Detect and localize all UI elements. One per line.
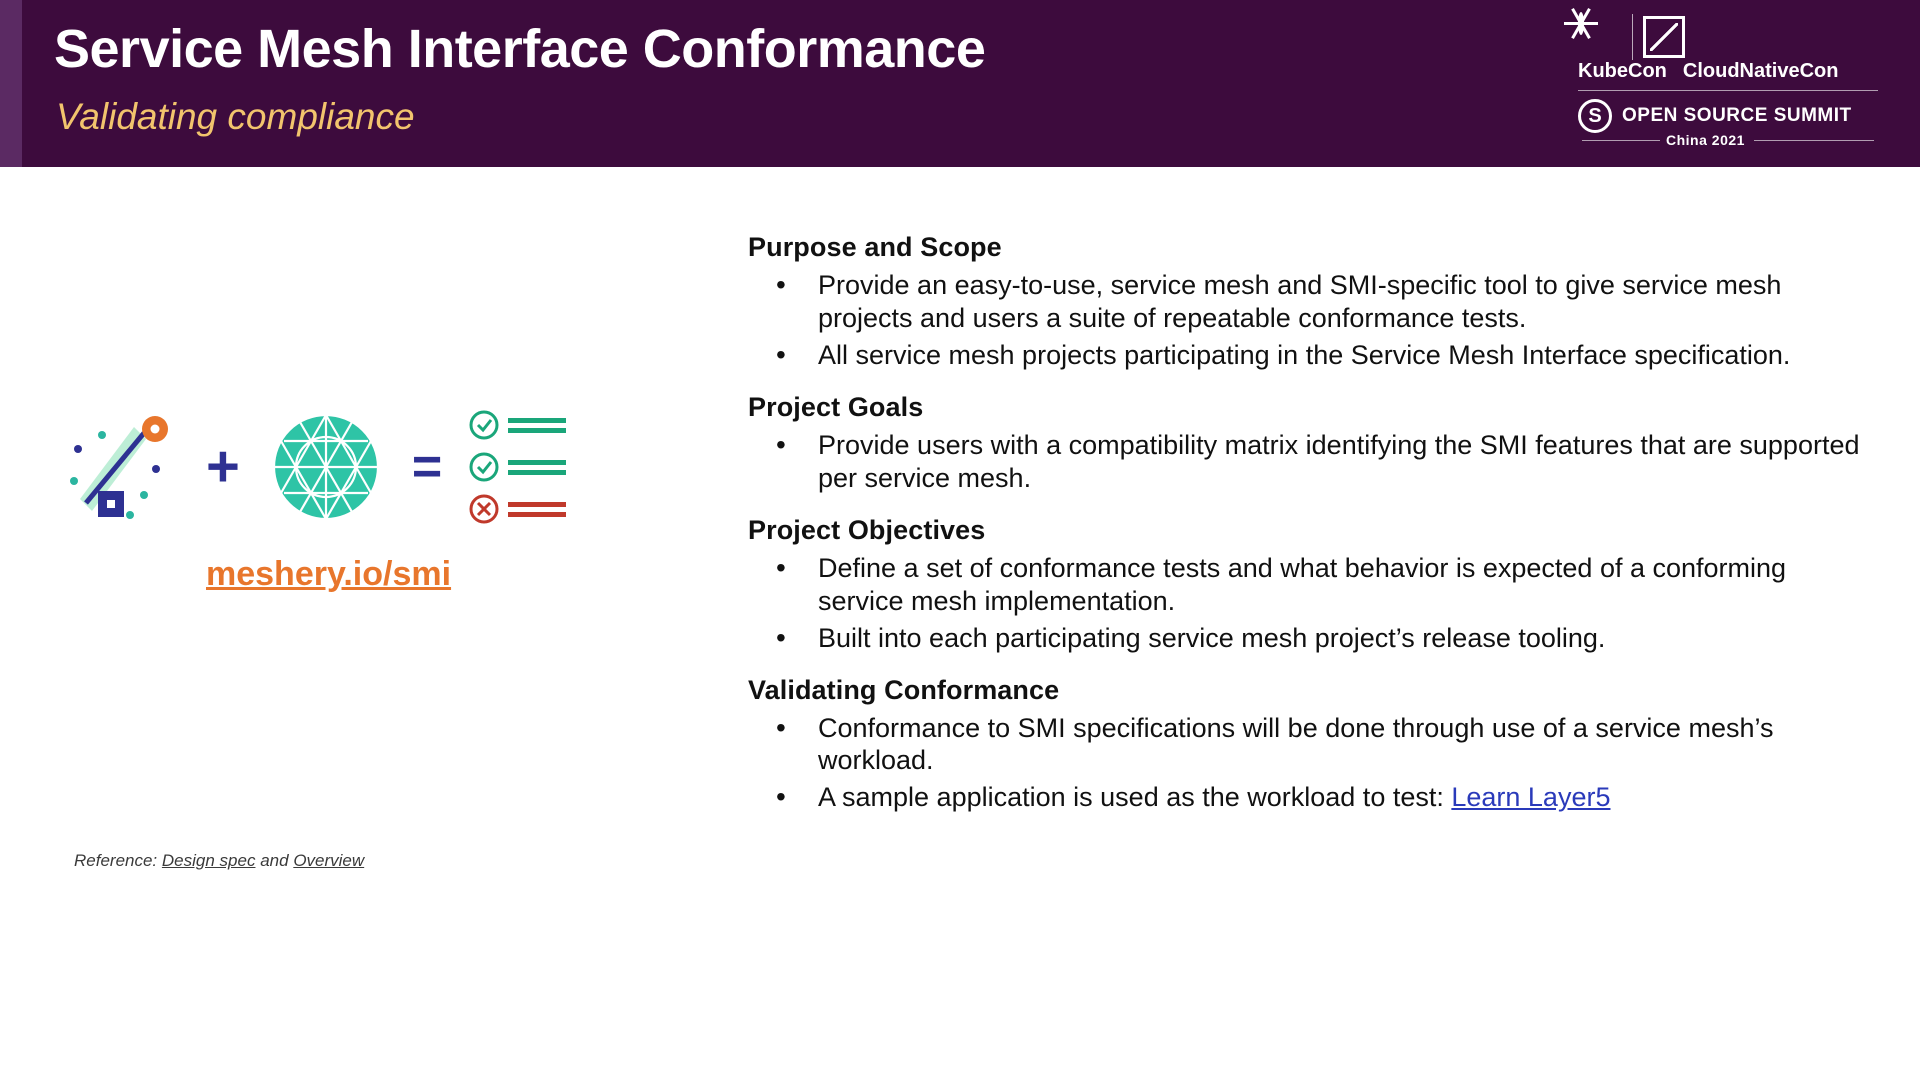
section-heading: Validating Conformance: [748, 674, 1060, 705]
kubecon-helm-icon: [1578, 15, 1622, 59]
open-source-summit-label: OPEN SOURCE SUMMIT: [1622, 105, 1852, 126]
reference-footnote: [74, 851, 364, 871]
design-spec-link[interactable]: Design spec: [161, 851, 256, 870]
equation-graphic: [60, 397, 680, 537]
reference-label: Reference:: [74, 851, 158, 870]
section-project-goals: [748, 392, 1878, 495]
bullet-list: [748, 269, 1878, 372]
header-accent-bar: [0, 0, 22, 167]
overview-link[interactable]: Overview: [293, 851, 365, 870]
event-year-label: China 2021: [1666, 132, 1745, 148]
list-item: • Built into each participating service mesh project’s release tooling.: [748, 622, 1878, 655]
kubecon-label: KubeCon: [1578, 60, 1667, 82]
meshery-logo-icon: [60, 407, 180, 527]
reference-conjunction: and: [260, 851, 289, 870]
section-heading: Purpose and Scope: [748, 232, 1002, 262]
slide-header: [0, 0, 1920, 167]
section-validating-conformance: [748, 675, 1878, 815]
logo-divider: [1632, 14, 1633, 60]
list-item-text: A sample application is used as the workload to test:: [818, 782, 1452, 813]
event-logo-block: [1578, 14, 1878, 154]
logo-labels-row: [1578, 60, 1838, 83]
year-rule-left: [1582, 140, 1660, 141]
logo-marks-row: [1578, 14, 1685, 60]
bullet-list: [748, 429, 1878, 495]
page-subtitle: Validating compliance: [56, 96, 415, 137]
bottom-rule: [0, 1074, 1920, 1080]
page-title: Service Mesh Interface Conformance: [54, 19, 986, 79]
list-item: • All service mesh projects participating in the Service Mesh Interface specification.: [748, 339, 1878, 372]
year-rule-right: [1754, 140, 1874, 141]
equals-symbol: =: [411, 438, 443, 496]
open-source-summit-row: [1578, 90, 1878, 133]
cloudnativecon-icon: [1643, 16, 1685, 58]
meshery-smi-link[interactable]: meshery.io/smi: [206, 555, 452, 593]
section-heading: Project Objectives: [748, 514, 986, 545]
open-source-summit-icon: S: [1578, 99, 1612, 133]
list-item: • Provide an easy-to-use, service mesh and SMI-specific tool to give service mesh projects and users a suite of repeatable conformance tests.: [748, 269, 1878, 335]
content-column: [748, 232, 1878, 834]
section-purpose-and-scope: [748, 232, 1878, 372]
bullet-list: [748, 552, 1878, 655]
list-item: • Provide users with a compatibility matrix identifying the SMI features that are supported per service mesh.: [748, 429, 1878, 495]
list-item: • Define a set of conformance tests and what behavior is expected of a conforming service mesh implementation.: [748, 552, 1878, 618]
list-item: [748, 781, 1878, 814]
smi-logo-icon: [266, 407, 386, 527]
learn-layer5-link[interactable]: Learn Layer5: [1451, 782, 1611, 813]
left-graphic-column: [0, 167, 740, 1080]
bullet-list: [748, 712, 1878, 815]
plus-symbol: +: [206, 434, 240, 499]
section-project-objectives: [748, 515, 1878, 655]
conformance-results-icon: [468, 407, 578, 527]
section-heading: Project Goals: [748, 391, 924, 422]
cloudnativecon-label: CloudNativeCon: [1682, 60, 1839, 82]
list-item: • Conformance to SMI specifications will be done through use of a service mesh’s workload.: [748, 712, 1878, 778]
